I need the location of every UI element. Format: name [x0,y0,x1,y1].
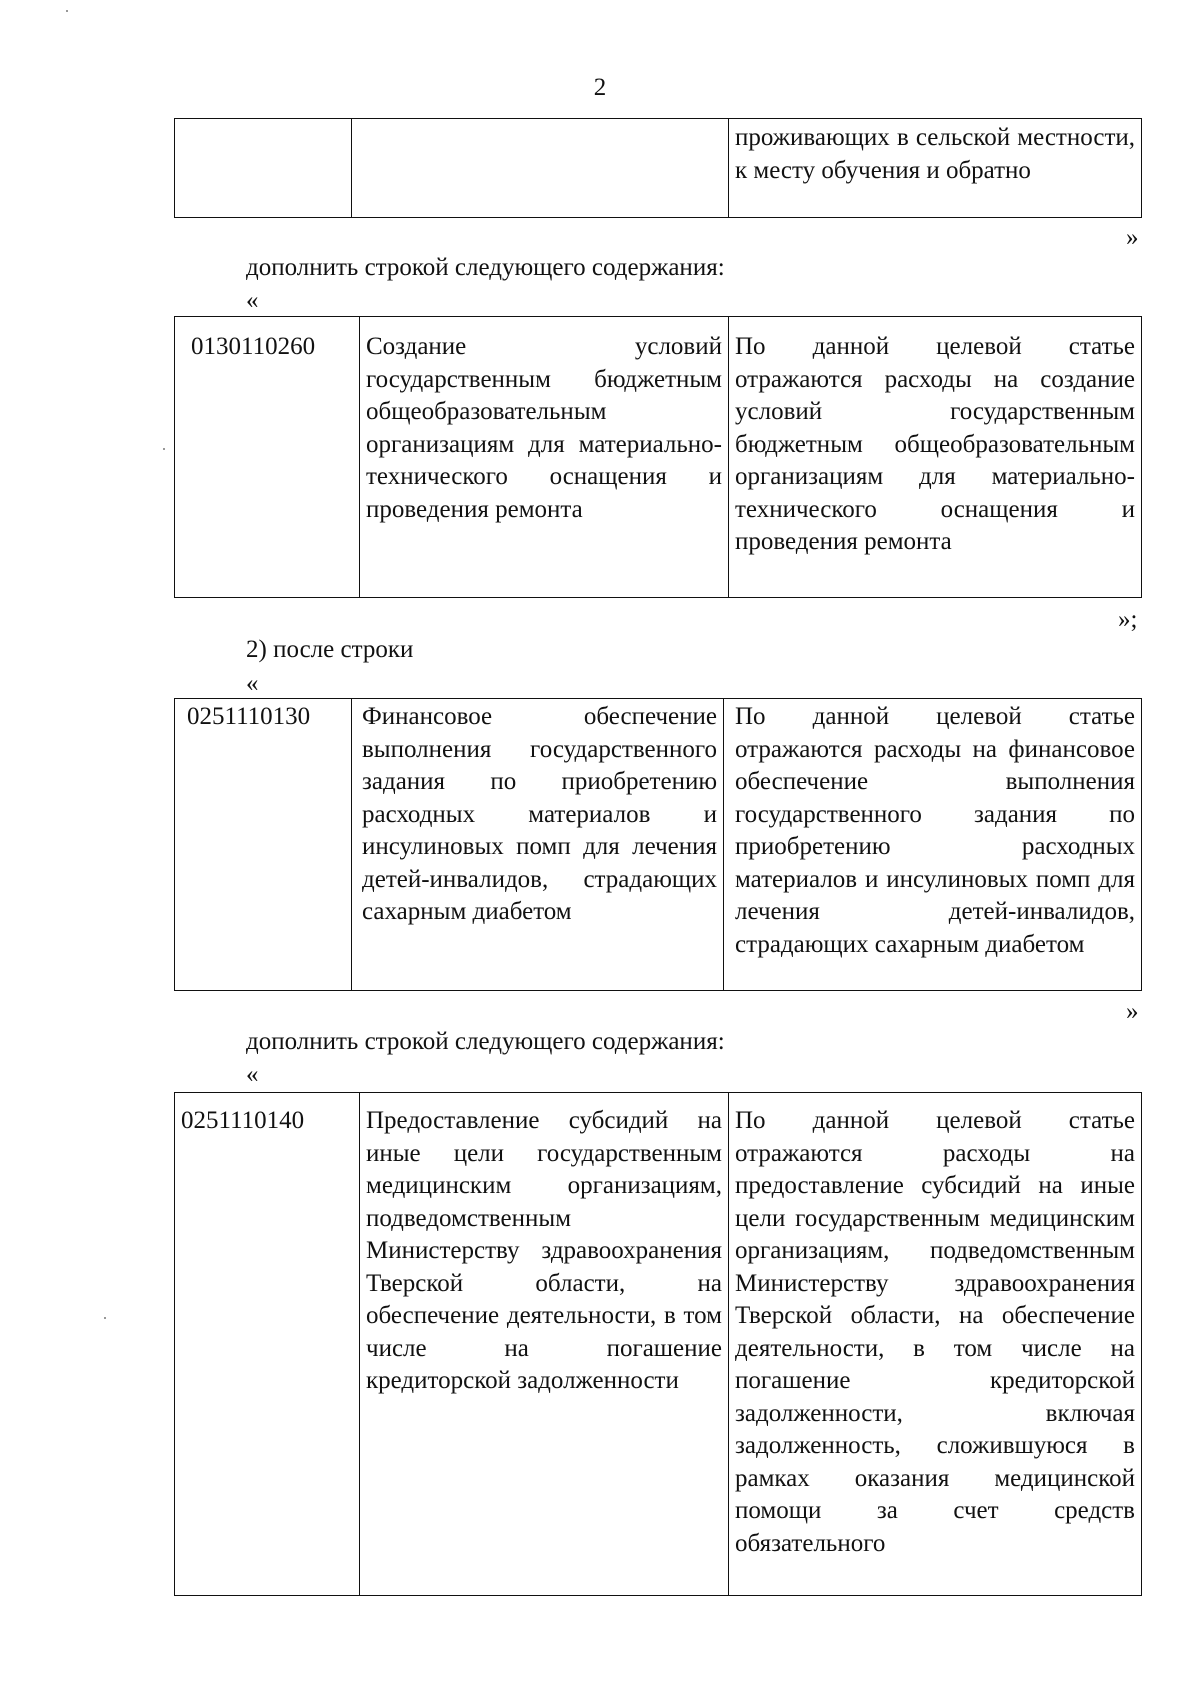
name-cell [352,699,724,991]
description-cell [724,699,1142,991]
continuation-table [174,118,1142,218]
table-row [175,119,1142,218]
code-text: 0251110130 [187,703,311,730]
after-row-table [174,698,1142,991]
opening-quote: « [246,670,259,697]
name-cell [360,317,729,598]
table-row [175,699,1142,991]
table-row [175,317,1142,598]
scan-speck [66,10,68,12]
code-text: 0130110260 [191,333,316,360]
name-cell [360,1093,729,1596]
description-cell [729,317,1142,598]
code-text: 0251110140 [181,1107,305,1134]
description-text: проживающих в сельской местности, к месту обучения и обратно [735,124,1135,184]
name-cell [352,119,729,218]
description-text: По данной целевой статье отражаются расходы на финансовое обеспечение выполнения государственного задания по приобретению расходных материалов и инсулиновых помп для лечения детей-инвалидов, страдающих сахарным диабетом [735,703,1135,958]
closing-quote: » [1126,224,1139,251]
paragraph-text: дополнить строкой следующего содержания: [246,1028,725,1055]
page-number: 2 [593,74,607,101]
name-text: Финансовое обеспечение выполнения государственного задания по приобретению расходных материалов и инсулиновых помп для лечения детей-инвалидов, страдающих сахарным диабетом [362,703,717,925]
description-cell [729,1093,1142,1596]
opening-quote: « [246,287,259,314]
closing-quote: »; [1118,606,1138,633]
code-cell [175,317,360,598]
addition-table-1 [174,316,1142,598]
table-row [175,1093,1142,1596]
opening-quote: « [246,1061,259,1088]
name-text: Создание условий государственным бюджетным общеобразовательным организациям для материально-технического оснащения и проведения ремонта [366,333,722,523]
description-text: По данной целевой статье отражаются расходы на создание условий государственным бюджетным общеобразовательным организациям для материально-технического оснащения и проведения ремонта [735,333,1135,555]
addition-table-2 [174,1092,1142,1596]
code-cell [175,1093,360,1596]
name-text: Предоставление субсидий на иные цели государственным медицинским организациям, подведомственным Министерству здравоохранения Тверской области, на обеспечение деятельности, в том числе на погашение кредиторской задолженности [366,1107,722,1394]
description-text: По данной целевой статье отражаются расходы на предоставление субсидий на иные цели государственным медицинским организациям, подведомственным Министерству здравоохранения Тверской области, на обеспечение деятельности, в том числе на погашение кредиторской задолженности, включая задолженность, сложившуюся в рамках оказания медицинской помощи за счет средств обязательного [735,1107,1135,1557]
scan-speck [163,448,165,450]
code-cell [175,119,352,218]
description-cell [729,119,1142,218]
code-cell [175,699,352,991]
paragraph-text: 2) после строки [246,636,414,663]
paragraph-text: дополнить строкой следующего содержания: [246,254,725,281]
closing-quote: » [1126,998,1139,1025]
scan-speck [104,1317,106,1319]
